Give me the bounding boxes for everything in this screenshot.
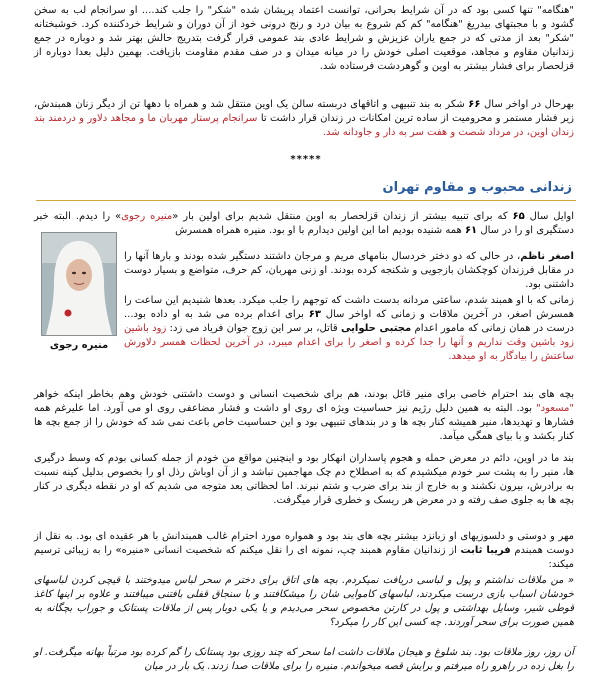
year-number: ۶۶ (468, 99, 481, 110)
section-paragraph-4 (34, 452, 574, 508)
section-paragraph-2 (124, 294, 574, 364)
name-bold: مجتبی حلوایی (341, 323, 412, 334)
year-number: ۶۵ (512, 211, 525, 222)
portrait-figure (40, 232, 118, 351)
text-run: مهر و دوستی و دلسوزیهای او زبانزد بیشتر بچه های بند بود و همواره مورد احترام غالب همبندانش با هر عقیده ای بود. به نقل از دوست همبندم (34, 531, 574, 556)
text-run: بود. البته به همین دلیل رژیم نیز حساسیت ویژه ای روی او داشت و فشار مضاعفی روی او می آورد. اما علیرغم همه فشارها و تهدیدها، منیر همیشه کنار بچه ها و در بندهای تنبیهی بود و این حساسیت خاص باعث نمی شد که خودش را از جمع بچه ها کنار بکشد و با بیای همگی میآمد. (34, 403, 574, 442)
intro-text: "هنگامه" تنها کسی بود که در آن شرایط بحرانی، توانست اعتماد پریشان شده "شکر" را جلب کند.... او سرانجام لب به سخن گشود و با مجبتهای بیدریغ "هنگامه" کم کم شروع به بیان درد و رنج درونی خود از آن دوران و شرایط خردکننده کرد. خوشبختانه "شکر" بعد از مدتی که در جمع یاران عزیزش و شرایط عادی بند عمومی قرار گرفت بتدریج حالش بهتر شد و دوباره در جمع زندانیان مقاوم و مجاهد، موقعیت اصلی خودش را در میانه میدان و در صف مقدم مقاومت بازیافت. بهمین دلیل بعدا دوباره از قزلحصار برای فشار بیشتر به اوین و گوهردشت فرستاده شد. (34, 5, 574, 72)
text-run: بند ما در اوین، دائم در معرض حمله و هجوم پاسداران انهکار بود و اینچنین مواقع من خودم از جمله کسانی بودم که وسط درگیری ها، منیر را به پشت سر خودم میکشیدم که به اصطلاح دم چک مهاجمین نباشد و از آن اوباش رذل او را بخصوص بدلیل کینه نسبت به برادرش، بیرون نکشند و به خارج از بند برای ضرب و شتم نبرند. اما لحظاتی بعد متوجه می شدیم که او در نقطه دیگری در کنار بچه ها به جلوی صف رفته و در معرض هر ریسک و خطری قرار میگرفت. (34, 453, 574, 506)
highlight-text: سرانجام پرستار مهربان ما و مجاهد دلاور و دردمند بند زندان اوین، در مرداد شصت و هفت سر به دار و جاودانه شد. (34, 113, 574, 138)
shekar-paragraph (34, 98, 574, 140)
name-bold: اصغر ناظم (520, 251, 574, 262)
name-highlight: "مسعود" (536, 403, 574, 414)
name-highlight: منیره رجوی (121, 211, 173, 222)
section-paragraph-3 (34, 388, 574, 444)
text-run: بهرحال در اواخر سال (480, 99, 574, 110)
text-run: قاتل، بر سر این زوج جوان فریاد می زد: (166, 323, 342, 334)
section-heading: زندانی محبوب و مقاوم تهران (382, 180, 572, 195)
year-number: ۶۳ (308, 309, 321, 320)
portrait-caption: منیره رجوی (49, 340, 109, 351)
text-run: از زندانیان مقاوم همبند چپ، نمونه ای را نقل میکنم که شخصیت انسانی «منیره» را به زیبائی ترسیم میکند: (34, 545, 574, 570)
section-separator: ***** (290, 154, 322, 165)
text-run: ، در حالی که دو دختر خردسال بنامهای مریم و مرجان داشتند دستگیر شده بودند و بارها آنها را در مقابل فرزندان کوچکشان بازجویی و شکنجه کرده بودند. او زنی مهربان، کم حرف، متواضع و بسیار دوست داشتنی بود. (124, 251, 574, 290)
text-run: » را دیدم. البته خبر دستگیری او را در سال (34, 211, 574, 236)
quote-text: « من ملاقات نداشتم و پول و لباسی دریافت نمیکردم. بچه های اتاق برای دختر م سحر لباس میدوختند با قیچی کردن لباسهای خودشان اسباب بازی درست میکردند، لباسهای کاموایی شان را میشکافتند و با سنجاق قفلی بافتنی میبافتند و علاوه بر اینها کاغذ قوطی شیر، وسایل بهداشتی و پول در کارتن مخصوص سحر می‌دیدم و یا یکی دوبار پس از ملاقات پستانک و جوراب بچگانه به همین صورت برای سحر آوردند. چه کسی این کار را میکرد؟ (34, 575, 574, 628)
section-paragraph-5 (34, 530, 574, 572)
portrait-image (41, 232, 117, 336)
year-number: ۶۱ (464, 225, 478, 236)
text-run: اوایل سال (524, 211, 575, 222)
text-run: همه شنیده بودیم اما این اولین دیدارم با او بود. منیره همراه همسرش (175, 225, 465, 236)
quote-paragraph (34, 574, 574, 630)
heading-divider (36, 200, 576, 201)
name-bold: فریبا ثابت (460, 545, 511, 556)
intro-paragraph (34, 4, 574, 74)
closing-paragraph (34, 646, 574, 674)
section-paragraph-1b (124, 250, 574, 292)
text-run: برای اعدام برده می شد به او داده بود... درست در همان زمانی که مامور اعدام (124, 309, 574, 334)
quote-text: آن روز، روز ملاقات بود. بند شلوغ و هیجان ملاقات داشت اما سحر که چند روزی بود پستانک را گم کرده بود مرتباً بهانه میگرفت. او را بغل زده در راهرو راه میرفتم و برایش قصه میخواندم. منیره را برای ملاقات صدا زدند. یک بار در میان (34, 647, 574, 672)
quote-highlight: زود باشین زود باشین وقت نداریم و آنها را جدا کرده و اصغر را برای اعدام میبرد، در آخرین لحظات همسر دلاورش ساعتش را بیادگار به او میدهد. (124, 323, 574, 362)
portrait-drawing (42, 233, 116, 335)
text-run: شکر به بند تنبیهی و اتاقهای دربسته سالن یک اوین منتقل شد و همراه با دهها تن از دیگر زنان همبندش، زیر فشار مستمر و محرومیت از ساده ترین امکانات در زندان قرار داشت تا (34, 99, 574, 124)
text-run: زمانی که با او همبند شدم، ساعتی مردانه بدست داشت که توجهم را جلب میکرد. بعدها شنیدیم این ساعت را همسرش اصغر، در آخرین ملاقات و زمانی که اواخر سال (124, 295, 574, 320)
text-run: بچه های بند احترام خاصی برای منیر قائل بودند، هم برای شخصیت انسانی و دوست داشتنی خودش وهم بخاطر اینکه خواهر (34, 389, 574, 400)
text-run: که برای تنبیه بیشتر از زندان قزلحصار به اوین منتقل شدیم برای اولین بار « (172, 211, 513, 222)
